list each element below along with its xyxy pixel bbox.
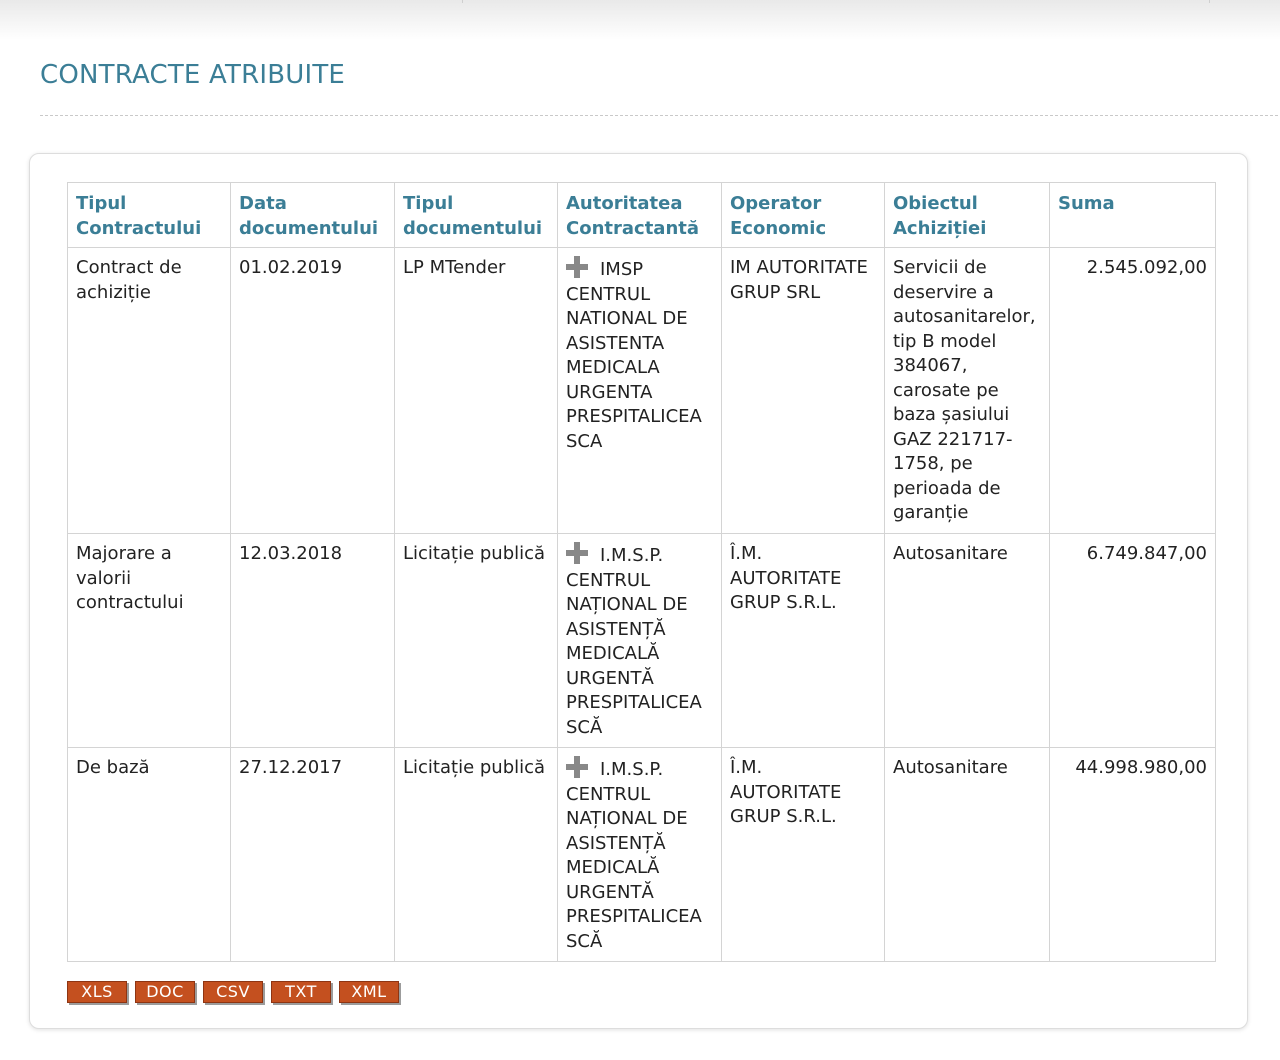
cell-obiect: Servicii de deservire a autosanitarelor, tip B model 384067, carosate pe baza șasiului GAZ 221717-1758, pe perioada de garanție [885,248,1050,534]
autoritate-name: I.M.S.P. CENTRUL NAȚIONAL DE ASISTENȚĂ MEDICALĂ URGENTĂ PRESPITALICEA SCĂ [566,759,702,952]
header-suma[interactable]: Suma [1050,183,1216,248]
header-operator-economic[interactable]: Operator Economic [722,183,885,248]
export-doc-button[interactable]: DOC [135,981,195,1003]
autoritate-name: IMSP CENTRUL NATIONAL DE ASISTENTA MEDICALA URGENTA PRESPITALICEA SCA [566,259,702,452]
header-obiectul-achizitiei[interactable]: Obiectul Achiziției [885,183,1050,248]
top-banner [0,0,1280,40]
page-title: CONTRACTE ATRIBUITE [40,60,346,90]
contracts-panel [29,153,1248,1029]
plus-icon[interactable] [566,256,588,278]
cell-data: 01.02.2019 [231,248,395,534]
table-header-row [68,183,1216,248]
cell-obiect: Autosanitare [885,748,1050,962]
table-row [68,748,1216,962]
cell-tip-document: Licitație publică [395,534,558,748]
cell-tip-document: Licitație publică [395,748,558,962]
cell-operator: IM AUTORITATE GRUP SRL [722,248,885,534]
contracts-table [67,182,1216,962]
header-tipul-documentului[interactable]: Tipul documentului [395,183,558,248]
autoritate-name: I.M.S.P. CENTRUL NAȚIONAL DE ASISTENȚĂ MEDICALĂ URGENTĂ PRESPITALICEA SCĂ [566,545,702,738]
cell-tip-contract: Majorare a valorii contractului [68,534,231,748]
cell-data: 27.12.2017 [231,748,395,962]
cell-autoritate [558,534,722,748]
plus-icon[interactable] [566,756,588,778]
plus-icon[interactable] [566,542,588,564]
header-tipul-contractului[interactable]: Tipul Contractului [68,183,231,248]
cell-data: 12.03.2018 [231,534,395,748]
cell-suma: 6.749.847,00 [1050,534,1216,748]
cell-tip-contract: Contract de achiziție [68,248,231,534]
cell-autoritate [558,748,722,962]
cell-suma: 2.545.092,00 [1050,248,1216,534]
header-data-documentului[interactable]: Data documentului [231,183,395,248]
cell-operator: Î.M. AUTORITATE GRUP S.R.L. [722,534,885,748]
export-xml-button[interactable]: XML [339,981,399,1003]
table-row [68,534,1216,748]
export-csv-button[interactable]: CSV [203,981,263,1003]
cell-operator: Î.M. AUTORITATE GRUP S.R.L. [722,748,885,962]
cell-obiect: Autosanitare [885,534,1050,748]
cell-suma: 44.998.980,00 [1050,748,1216,962]
export-txt-button[interactable]: TXT [271,981,331,1003]
export-xls-button[interactable]: XLS [67,981,127,1003]
cell-autoritate [558,248,722,534]
cell-tip-document: LP MTender [395,248,558,534]
export-toolbar [67,981,407,1003]
title-divider [40,115,1278,116]
banner-divider [462,0,463,3]
banner-divider [1209,0,1210,3]
header-autoritatea-contractanta[interactable]: Autoritatea Contractantă [558,183,722,248]
cell-tip-contract: De bază [68,748,231,962]
table-row [68,248,1216,534]
